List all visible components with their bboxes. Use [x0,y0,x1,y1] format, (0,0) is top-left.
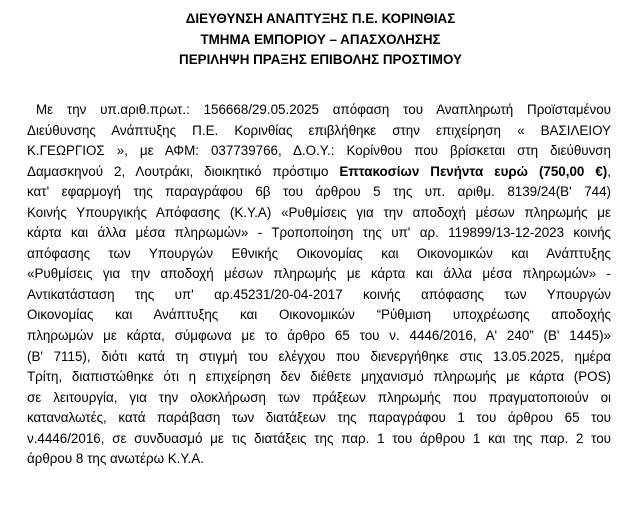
paragraph-line: κάρτα και άλλα μέσα πληρωμών» - Τροποποίηση της υπ' αρ. 119899/13-12-2023 κοινής [27,225,611,241]
paragraph-line: Κοινής Υπουργικής Απόφασης (Κ.Υ.Α) «Ρυθμίσεις για την αποδοχή μέσων πληρωμής με [27,204,611,220]
document-header [0,9,641,71]
fine-summary-paragraph [27,100,611,470]
paragraph-line: Με την υπ.αριθ.πρωτ.: 156668/29.05.2025 απόφαση του Αναπληρωτή Προϊσταμένου [36,102,611,117]
paragraph-line: Αντικατάσταση της υπ' αρ.45231/20-04-2017 κοινής απόφασης των Υπουργών [27,286,611,302]
paragraph-line: Κ.ΓΕΩΡΓΙΟΣ », με ΑΦΜ: 037739766, Δ.Ο.Υ.: Κορίνθου που βρίσκεται στη διεύθυνση [27,143,611,159]
paragraph-line: απόφασης των Υπουργών Εθνικής Οικονομίας και Οικονομικών και Ανάπτυξης [27,245,611,261]
paragraph-line-fine [27,162,611,183]
paragraph-line: καταναλωτές, κατά παράβαση των διατάξεων της παραγράφου 1 του άρθρου 65 του [27,410,611,426]
header-title: ΠΕΡΙΛΗΨΗ ΠΡΑΞΗΣ ΕΠΙΒΟΛΗΣ ΠΡΟΣΤΙΜΟΥ [179,52,462,67]
paragraph-line: Τρίτη, διαπιστώθηκε ότι η επιχείρηση δεν διέθετε μηχανισμό πληρωμής με κάρτα (POS) [27,369,611,385]
fine-intro-text: Δαμασκηνού 2, Λουτράκι, διοικητικό πρόστιμο [27,163,340,179]
paragraph-line: «Ρυθμίσεις για την αποδοχή μέσων πληρωμής με κάρτα και άλλα μέσα πληρωμών» - [27,266,611,282]
paragraph-line: κατ' εφαρμογή της παραγράφου 6β του άρθρου 5 της υπ. αριθμ. 8139/24(Β' 744) [27,184,611,200]
paragraph-line: Διεύθυνσης Ανάπτυξης Π.Ε. Κορινθίας επιβλήθηκε στην επιχείρηση « ΒΑΣΙΛΕΙΟΥ [27,122,611,138]
fine-comma: , [607,163,612,179]
header-directorate: ΔΙΕΥΘΥΝΣΗ ΑΝΑΠΤΥΞΗΣ Π.Ε. ΚΟΡΙΝΘΙΑΣ [185,11,456,26]
paragraph-line: ν.4446/2016, σε συνδυασμό με τις διατάξεις της παρ. 1 του άρθρου 1 και της παρ. 2 του [27,430,611,446]
header-department: ΤΜΗΜΑ ΕΜΠΟΡΙΟΥ – ΑΠΑΣΧΟΛΗΣΗΣ [200,31,441,47]
paragraph-line-final: άρθρου 8 της ανωτέρω Κ.Υ.Α. [27,451,204,467]
paragraph-line: (Β' 7115), διότι κατά τη στιγμή του ελέγχου που διενεργήθηκε στις 13.05.2025, ημέρα [27,348,611,364]
paragraph-line: σε λειτουργία, για την ολοκλήρωση των πράξεων πληρωμής που πραγματοποιούν οι [27,389,611,405]
paragraph-line: πληρωμών με κάρτα, σύμφωνα με το άρθρο 65 του ν. 4446/2016, Α' 240” (Β' 1445)» [27,328,611,344]
paragraph-line: Οικονομίας και Ανάπτυξης και Οικονομικών “Ρύθμιση υποχρέωσης αποδοχής [27,307,611,323]
fine-amount: Επτακοσίων Πενήντα ευρώ (750,00 €) [339,163,608,179]
